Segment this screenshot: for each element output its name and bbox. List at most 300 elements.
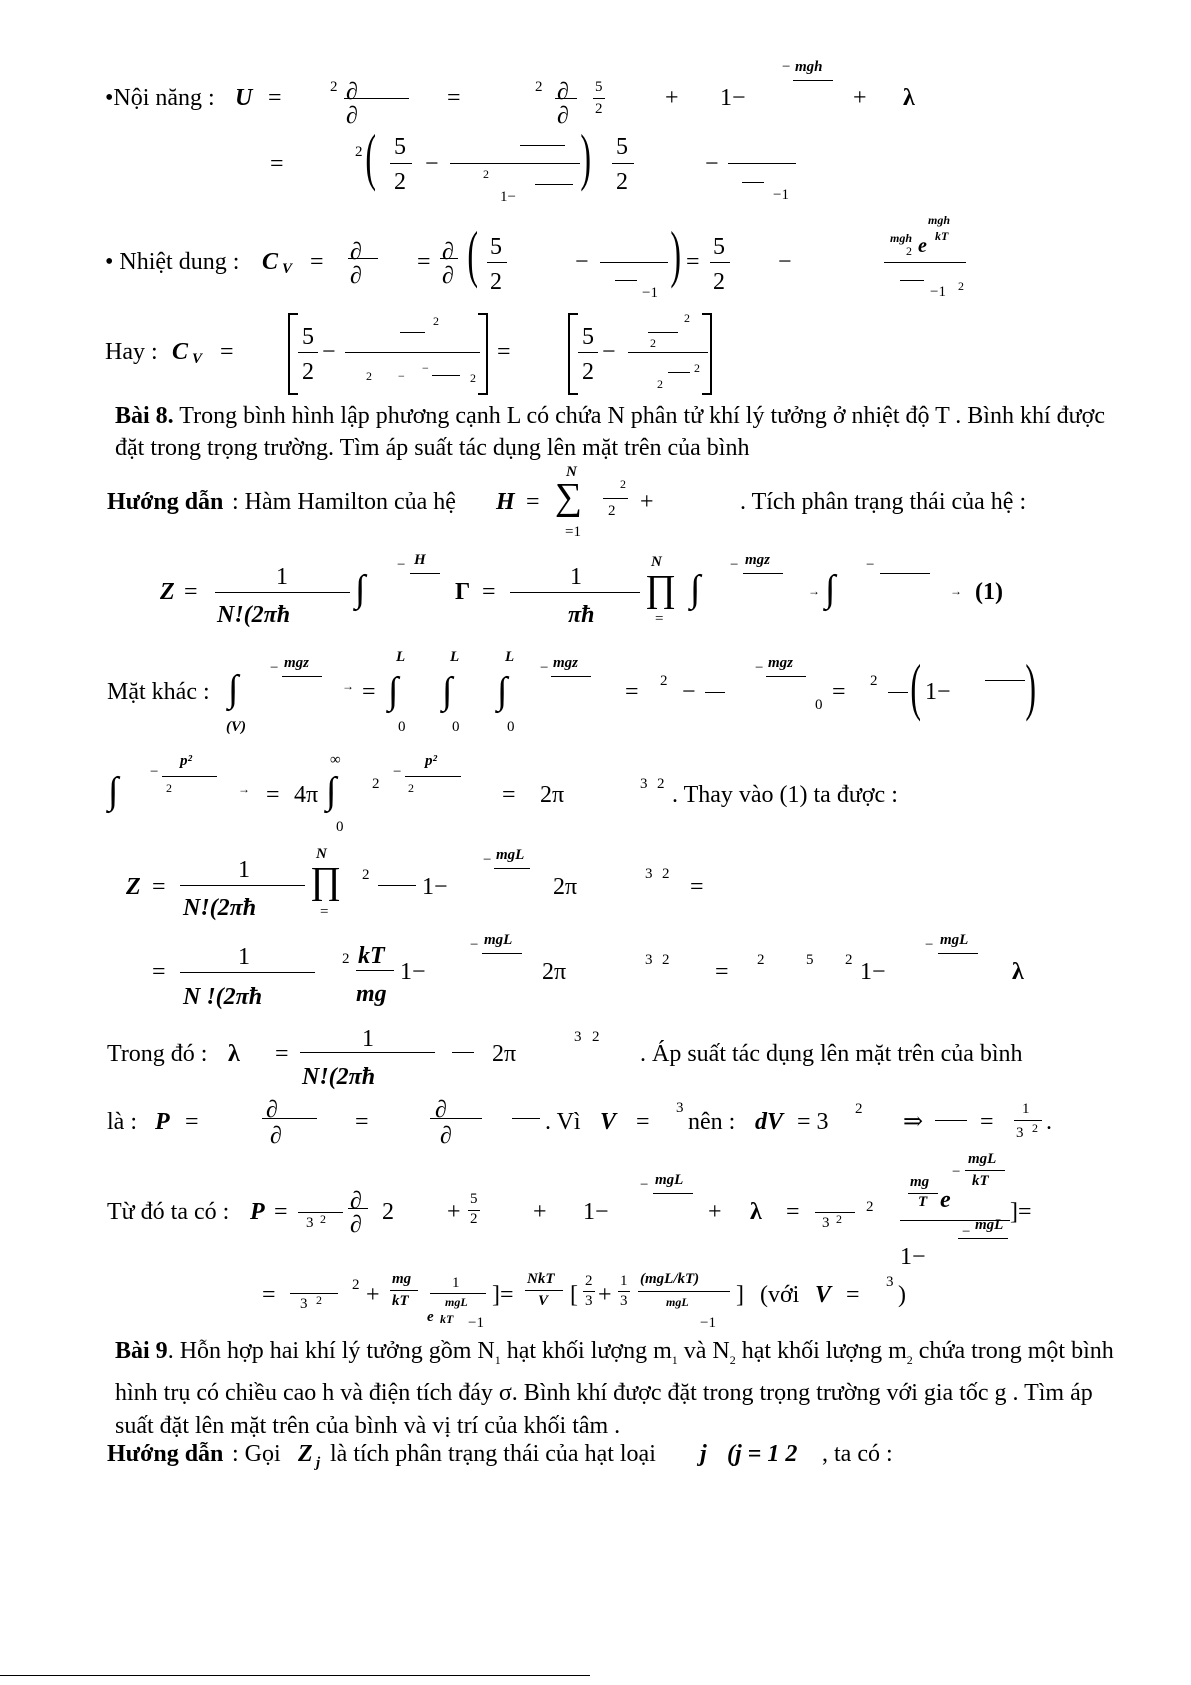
minus: − [682, 679, 696, 705]
equals-sign: = [362, 679, 376, 705]
bai9-text-5: chứa trong một bình hình trụ có chiều cao h và điện tích đáy σ. Bình khí được đặt trong trọng trường với gia tốc g . Tìm áp suất đặt lên mặt trên của bình và vị trí của khối tâm . [115, 1338, 1114, 1439]
integral-sign: ∫ [388, 670, 399, 712]
minus: − [962, 1224, 971, 1240]
bracket-close: ] [736, 1282, 744, 1308]
bracket-eq: ]= [1010, 1199, 1032, 1225]
symbol-V: V [815, 1282, 832, 1308]
symbol-V-sub: V [282, 261, 293, 277]
fraction-bar [345, 352, 480, 353]
two-exp: 2 [592, 1029, 600, 1045]
exp-two: 2 [660, 673, 668, 689]
minus: − [422, 361, 429, 375]
p2-exp: p² [180, 753, 192, 769]
fraction-bar [815, 1212, 855, 1213]
three: 3 [822, 1215, 830, 1231]
partial-num: ∂ [442, 239, 454, 265]
mgz-exp: mgz [553, 655, 579, 671]
symbol-CV: C [262, 249, 279, 275]
two: 2 [657, 377, 663, 391]
fraction-bar [356, 970, 394, 971]
minus-one: −1 [700, 1315, 716, 1331]
lower-0: 0 [398, 719, 406, 735]
exp-two: 2 [355, 144, 363, 160]
equals-sign: = [690, 874, 704, 900]
minus: − [952, 1164, 961, 1180]
partial-den: ∂ [442, 263, 454, 289]
exp-two: 2 [855, 1101, 863, 1117]
guide-heading: Hướng dẫn [107, 489, 224, 515]
mgL-exp: mgL [445, 1295, 468, 1309]
bai9-title: Bài 9 [115, 1338, 168, 1364]
two: 2 [166, 781, 172, 795]
two: 2 [366, 369, 372, 383]
n-factorial: N!(2πħ [302, 1064, 376, 1090]
minus: − [270, 660, 279, 676]
kT-den: kT [392, 1293, 409, 1309]
guide-text-2: là tích phân trạng thái của hạt loại [330, 1441, 656, 1467]
five: 5 [713, 234, 725, 260]
integral-sign: ∫ [108, 770, 119, 812]
three-exp: 3 [645, 866, 653, 882]
five: 5 [490, 234, 502, 260]
minus: − [398, 369, 405, 383]
mgL-exp: mgL [484, 932, 513, 948]
equals-sign: = [262, 1282, 276, 1308]
five: 5 [616, 134, 628, 160]
minus: − [705, 151, 719, 177]
fraction-bar [348, 258, 378, 259]
fraction-bar [430, 1118, 482, 1119]
fraction-bar [880, 573, 930, 574]
one: 1 [1022, 1101, 1030, 1117]
fraction-bar [390, 1290, 418, 1291]
partial-den: ∂ [350, 1212, 362, 1238]
fraction-bar [344, 98, 409, 99]
fraction-bar [578, 352, 598, 353]
plus-sign: + [366, 1282, 380, 1308]
minus-one: −1 [773, 187, 789, 203]
two: 2 [470, 1211, 478, 1227]
minus: − [397, 557, 406, 573]
equals-sign: = [502, 782, 516, 808]
equals-sign: = [275, 1041, 289, 1067]
equals-sign: = [636, 1109, 650, 1135]
mgL-exp: mgL [975, 1217, 1004, 1233]
plus-sign: + [853, 85, 867, 111]
exp-five: 5 [806, 952, 814, 968]
right-paren: ) [670, 218, 681, 289]
symbol-V-sub: V [192, 351, 203, 367]
fraction-bar [487, 262, 507, 263]
two-exp: 2 [662, 866, 670, 882]
nen-text: nên : [688, 1109, 736, 1135]
fraction-bar [900, 280, 924, 281]
lower-0: 0 [452, 719, 460, 735]
arrow: → [808, 584, 820, 598]
partial-num: ∂ [350, 239, 362, 265]
three-exp: 3 [676, 1100, 684, 1116]
three-exp: 3 [645, 952, 653, 968]
right-bracket [478, 313, 488, 395]
partial-num: ∂ [435, 1097, 447, 1123]
two: 2 [490, 269, 502, 295]
exp-two: 2 [870, 673, 878, 689]
equals-sign: = [526, 489, 540, 515]
fraction-bar [180, 885, 305, 886]
eq-number-1: (1) [975, 579, 1003, 605]
fraction-bar [884, 262, 966, 263]
exp-e: e [918, 235, 927, 257]
five: 5 [595, 79, 603, 95]
fraction-bar [282, 676, 322, 677]
upper-infty: ∞ [330, 752, 341, 768]
exp-two: 2 [535, 79, 543, 95]
fraction-bar [705, 692, 725, 693]
fraction-bar [653, 1193, 693, 1194]
p2-exp: p² [425, 753, 437, 769]
equals-sign: = [274, 1199, 288, 1225]
two: 2 [316, 1293, 322, 1307]
fraction-bar [510, 592, 640, 593]
mgz-exp: mgz [768, 655, 794, 671]
symbol-V: V [600, 1109, 617, 1135]
partial-num: ∂ [557, 79, 569, 105]
fraction-bar [628, 352, 708, 353]
mg-num: mg [392, 1271, 412, 1287]
two: 2 [585, 1273, 593, 1289]
mgz-exp: mgz [284, 655, 310, 671]
fraction-bar [390, 163, 412, 164]
lambda: λ [1012, 959, 1024, 985]
period: . [1046, 1109, 1052, 1135]
nhiet-dung-label: • Nhiệt dung : [105, 249, 240, 275]
prod-lower: = [320, 904, 329, 920]
one-minus: 1− [583, 1199, 609, 1225]
arrow: → [342, 679, 354, 693]
two-pi: 2π [553, 874, 578, 900]
exp-two: 2 [330, 79, 338, 95]
equals-sign: = [832, 679, 846, 705]
fraction-bar [938, 953, 978, 954]
exp-two: 2 [845, 952, 853, 968]
two-pi: 2π [542, 959, 567, 985]
two: 2 [713, 269, 725, 295]
fraction-bar [648, 332, 678, 333]
bai9-sub-2b: 2 [906, 1352, 913, 1367]
one-minus: 1− [900, 1244, 926, 1270]
mgL-exp: mgL [968, 1151, 997, 1167]
mgh-exp: mgh [928, 213, 951, 227]
left-bracket [568, 313, 578, 395]
partial-den: ∂ [346, 103, 358, 129]
close-paren: ) [898, 1282, 906, 1308]
symbol-dV: dV [755, 1109, 784, 1135]
fraction-bar [593, 98, 605, 99]
exp-two: 2 [620, 477, 626, 491]
gamma: Γ [455, 579, 471, 605]
kT-num: kT [358, 943, 385, 969]
one-minus: 1− [720, 85, 746, 111]
fraction-bar [638, 1291, 730, 1292]
exp-two: 2 [433, 314, 439, 328]
bai9-text-4: hạt khối lượng m [735, 1338, 907, 1364]
partial-num: ∂ [266, 1097, 278, 1123]
fraction-bar [583, 1291, 595, 1292]
mgz-exp: mgz [745, 552, 771, 568]
exp-two: 2 [372, 776, 380, 792]
equals-sign: = [846, 1282, 860, 1308]
partial-den: ∂ [440, 1123, 452, 1149]
one: 1 [238, 857, 250, 883]
three: 3 [585, 1293, 593, 1309]
equals-sign: = [786, 1199, 800, 1225]
minus: − [866, 557, 875, 573]
equals-sign: = [497, 339, 511, 365]
equals-sign: = [482, 579, 496, 605]
fraction-bar [520, 145, 565, 146]
upper-L: L [505, 649, 515, 665]
left-paren: ( [467, 218, 478, 289]
two-pi: 2π [540, 782, 565, 808]
one: 1 [238, 944, 250, 970]
prod-lower: = [655, 611, 664, 627]
fraction-bar [793, 80, 833, 81]
tu-do-label: Từ đó ta có : [107, 1199, 230, 1225]
fraction-bar [432, 375, 460, 376]
fraction-bar [535, 184, 573, 185]
minus: − [755, 660, 764, 676]
one: 1 [620, 1273, 628, 1289]
fraction-bar [618, 1291, 630, 1292]
mg-den: mg [356, 981, 387, 1007]
equals-sign: = [980, 1109, 994, 1135]
sum-lower: =1 [565, 524, 581, 540]
fraction-bar [215, 592, 350, 593]
bai8-text: Trong bình hình lập phương cạnh L có chứa N phân tử khí lý tưởng ở nhiệt độ T . Bình khí được đặt trong trọng trường. Tìm áp suất tác dụng lên mặt trên của bình [115, 403, 1105, 461]
fraction-bar [965, 1170, 1005, 1171]
bracket-open: [ [570, 1282, 578, 1308]
symbol-Z: Z [126, 874, 141, 900]
fraction-bar [298, 352, 318, 353]
equals-sign: = [268, 85, 282, 111]
fraction-bar [888, 692, 908, 693]
n-factorial: N!(2πħ [183, 895, 257, 921]
mgL-exp: mgL [666, 1295, 689, 1309]
minus: − [602, 339, 616, 365]
exp-two: 2 [958, 279, 964, 293]
two: 2 [836, 1212, 842, 1226]
kT: kT [935, 229, 949, 243]
guide-heading: Hướng dẫn [107, 1441, 224, 1467]
integral-sign: ∫ [690, 568, 701, 610]
equals-sign: = [686, 249, 700, 275]
right-paren: ) [1025, 651, 1036, 722]
bai9-problem [115, 1335, 1135, 1443]
one-minus: 1− [925, 679, 951, 705]
guide-text: : Hàm Hamilton của hệ [232, 489, 456, 515]
minus: − [640, 1177, 649, 1193]
two: 2 [394, 169, 406, 195]
arrow: → [238, 782, 250, 796]
equals-sign: = [270, 151, 284, 177]
V-sub: (V) [226, 719, 246, 735]
two: 2 [616, 169, 628, 195]
fraction-bar [551, 676, 591, 677]
exp-two: 2 [352, 1277, 360, 1293]
bracket-eq: ]= [492, 1282, 514, 1308]
fraction-bar [348, 1208, 368, 1209]
three: 3 [1016, 1125, 1024, 1141]
three-exp: 3 [886, 1274, 894, 1290]
minus: − [322, 339, 336, 365]
plus-sign: + [708, 1199, 722, 1225]
two: 2 [408, 781, 414, 795]
thay-vao-text: . Thay vào (1) ta được : [672, 782, 898, 808]
minus: − [540, 660, 549, 676]
plus-sign: + [447, 1199, 461, 1225]
one-minus: 1− [860, 959, 886, 985]
fraction-bar [180, 972, 315, 973]
arrow: → [950, 584, 962, 598]
V-den: V [538, 1293, 549, 1309]
lower-0: 0 [815, 697, 823, 713]
partial-den: ∂ [557, 103, 569, 129]
left-bracket [288, 313, 298, 395]
minus: − [470, 937, 479, 953]
fraction-bar [985, 680, 1025, 681]
fraction-bar [615, 280, 637, 281]
equals-sign: = [152, 874, 166, 900]
fraction-bar [612, 163, 634, 164]
integral-sign: ∫ [442, 670, 453, 712]
left-paren: ( [365, 121, 376, 192]
right-paren: ) [580, 121, 591, 192]
minus: − [730, 557, 739, 573]
sum-symbol: ∑ [555, 476, 583, 518]
fraction-bar [958, 1238, 1008, 1239]
guide-text-3: , ta có : [822, 1441, 893, 1467]
H-exp: H [414, 552, 426, 568]
mat-khac-label: Mặt khác : [107, 679, 210, 705]
fraction-bar [742, 182, 764, 183]
mgL-exp: mgL [655, 1172, 684, 1188]
two: 2 [650, 336, 656, 350]
exp-two: 2 [694, 361, 700, 375]
product-symbol: ∏ [310, 860, 342, 902]
three: 3 [300, 1296, 308, 1312]
one-minus: 1− [422, 874, 448, 900]
kT-exp: kT [440, 1312, 454, 1326]
vi-text: . Vì [545, 1109, 581, 1135]
exp-two: 2 [342, 951, 350, 967]
one-minus: 1− [400, 959, 426, 985]
bai8-title: Bài 8. [115, 403, 174, 429]
exp-two: 2 [483, 167, 489, 181]
mg-num: mg [910, 1174, 930, 1190]
exp-two: 2 [470, 371, 476, 385]
fraction-bar [935, 1120, 967, 1121]
fraction-bar [405, 776, 461, 777]
mgL-kT: (mgL/kT) [640, 1271, 700, 1287]
equals-sign: = [447, 85, 461, 111]
two: 2 [302, 359, 314, 385]
five: 5 [394, 134, 406, 160]
minus-one: −1 [468, 1315, 484, 1331]
minus: − [925, 937, 934, 953]
lambda: λ [903, 85, 915, 111]
bai9-text-2: hạt khối lượng m [500, 1338, 672, 1364]
fraction-bar [450, 163, 580, 164]
implies-sign: ⇒ [903, 1109, 924, 1135]
fraction-bar [743, 573, 783, 574]
five: 5 [470, 1191, 478, 1207]
symbol-P: P [155, 1109, 170, 1135]
fraction-bar [440, 258, 458, 259]
voi-text: (với [760, 1282, 800, 1308]
partial-den: ∂ [270, 1123, 282, 1149]
integral-sign: ∫ [326, 770, 337, 812]
partial-num: ∂ [346, 79, 358, 105]
five: 5 [582, 324, 594, 350]
integral-sign: ∫ [355, 568, 366, 610]
minus-one: −1 [930, 284, 946, 300]
equals-sign: = [355, 1109, 369, 1135]
fraction-bar [452, 1052, 474, 1053]
symbol-P: P [250, 1199, 265, 1225]
fraction-bar [555, 98, 577, 99]
symbol-H: H [496, 489, 515, 515]
five: 5 [302, 324, 314, 350]
minus: − [483, 852, 492, 868]
prod-upper: N [651, 554, 662, 570]
equals-sign: = [184, 579, 198, 605]
symbol-j: j [700, 1441, 707, 1467]
fraction-bar [262, 1118, 317, 1119]
two-pi: 2π [492, 1041, 517, 1067]
fraction-bar [603, 498, 628, 499]
minus-one: −1 [642, 285, 658, 301]
plus-sign: + [640, 489, 654, 515]
fraction-bar [430, 1293, 486, 1294]
fraction-bar [766, 676, 806, 677]
upper-L: L [396, 649, 406, 665]
n-factorial: N!(2πħ [217, 602, 291, 628]
sum-upper: N [566, 464, 577, 480]
two: 2 [595, 101, 603, 117]
bai9-text-3: và N [677, 1338, 730, 1364]
mgL-exp: mgL [496, 847, 525, 863]
equals-sign: = [310, 249, 324, 275]
equals-sign: = [266, 782, 280, 808]
equals-sign: = [152, 959, 166, 985]
three-exp: 3 [640, 776, 648, 792]
three-exp: 3 [574, 1029, 582, 1045]
two: 2 [582, 359, 594, 385]
bai9-text-1: . Hỗn hợp hai khí lý tưởng gồm N [167, 1338, 495, 1364]
lambda: λ [228, 1041, 240, 1067]
minus: − [393, 764, 402, 780]
integral-sign: ∫ [825, 568, 836, 610]
exp-two: 2 [757, 952, 765, 968]
fraction-bar [482, 953, 522, 954]
minus: − [782, 59, 791, 75]
fraction-bar [600, 262, 668, 263]
partial-num: ∂ [350, 1188, 362, 1214]
prod-upper: N [316, 846, 327, 862]
symbol-Z: Z [160, 579, 175, 605]
symbol-Z: Z [298, 1441, 313, 1467]
lower-0: 0 [507, 719, 515, 735]
